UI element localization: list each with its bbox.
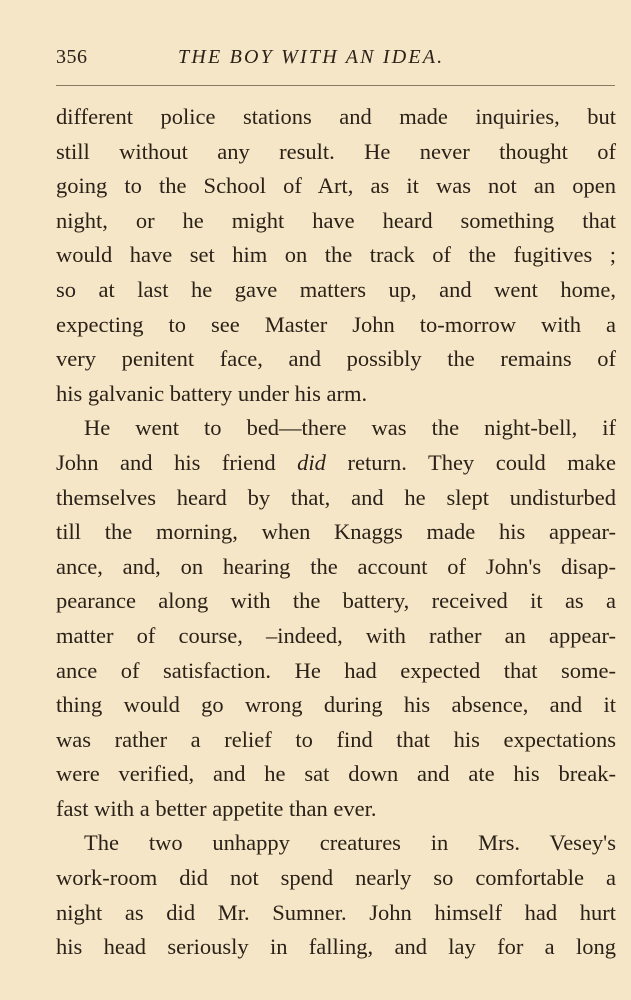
text-line: night as did Mr. Sumner. John himself had hurt — [56, 899, 616, 925]
text-line: was rather a relief to find that his expectations — [56, 726, 616, 752]
paragraph-3 — [56, 826, 616, 964]
text-line: fast with a better appetite than ever. — [56, 795, 377, 821]
header-rule — [56, 85, 615, 86]
text-line: themselves heard by that, and he slept undisturbed — [56, 484, 616, 510]
text-line: still without any result. He never thought of — [56, 138, 616, 164]
text-line: going to the School of Art, as it was not an open — [56, 173, 616, 199]
text-line-with-emphasis — [56, 446, 616, 481]
body-text — [56, 100, 616, 965]
emphasized-word: did — [297, 449, 326, 475]
text-line: thing would go wrong during his absence, and it — [56, 692, 616, 718]
text-line: his head seriously in falling, and lay for a long — [56, 934, 616, 960]
text-line: his galvanic battery under his arm. — [56, 380, 368, 406]
paragraph-1 — [56, 100, 616, 411]
text-line: would have set him on the track of the fugitives ; — [56, 242, 616, 268]
text-line: were verified, and he sat down and ate his break- — [56, 761, 616, 787]
text-line: different police stations and made inquiries, but — [56, 104, 616, 129]
page-header — [56, 46, 615, 76]
text-line: pearance along with the battery, received it as a — [56, 588, 616, 614]
text-line: work-room did not spend nearly so comfortable a — [56, 865, 616, 891]
paragraph-2 — [56, 411, 616, 826]
text-line: night, or he might have heard something that — [56, 207, 616, 233]
running-title: THE BOY WITH AN IDEA. — [178, 46, 445, 68]
text-line: till the morning, when Knaggs made his appear- — [56, 519, 616, 545]
text-line: very penitent face, and possibly the remains of — [56, 346, 616, 372]
text-line: ance, and, on hearing the account of John's disap- — [56, 553, 616, 579]
text-line: ance of satisfaction. He had expected that some- — [56, 657, 616, 683]
page-number: 356 — [56, 46, 88, 68]
text-segment: John and his friend — [56, 449, 298, 475]
text-line: matter of course, –indeed, with rather an appear- — [56, 622, 616, 648]
text-segment: return. They could make — [325, 449, 616, 475]
text-line: so at last he gave matters up, and went home, — [56, 276, 616, 302]
text-line: He went to bed—there was the night-bell, if — [84, 415, 616, 441]
text-line: expecting to see Master John to-morrow with a — [56, 311, 616, 337]
text-line: The two unhappy creatures in Mrs. Vesey's — [84, 830, 616, 856]
